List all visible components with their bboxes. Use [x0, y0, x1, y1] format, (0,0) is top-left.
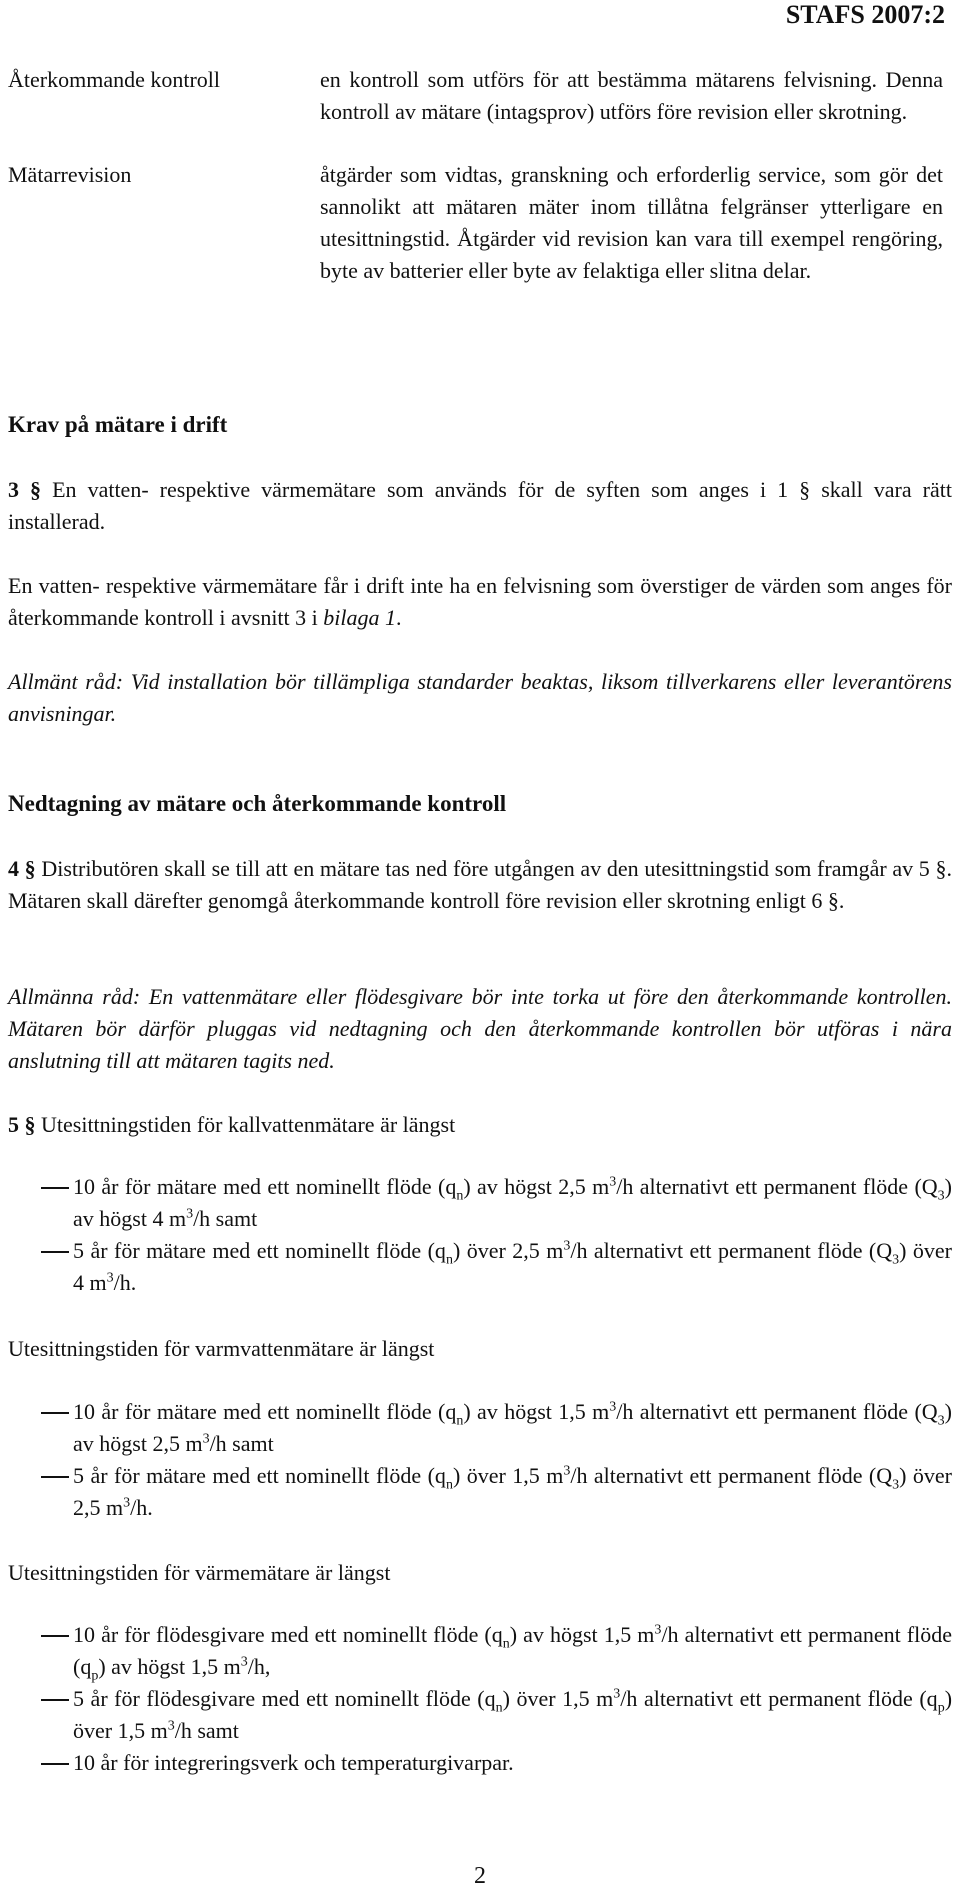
- paragraph-4: [8, 853, 952, 917]
- list-item: [8, 1171, 952, 1235]
- list-item-text: 10 år för flödesgivare med ett nominellt flöde $(q_n)$ av högst 1,5 $m^3/h$ alternativt ett permanent flöde $(q_p)$ av högst 1,5 $m^3/h$,: [73, 1622, 952, 1684]
- advice-installation: Allmänt råd: Vid installation bör tillämpliga standarder beaktas, liksom tillverkarens eller leverantörens anvisningar.: [8, 669, 952, 726]
- dash-marker: [8, 1683, 73, 1747]
- dash-marker: [8, 1747, 73, 1779]
- definition-row: [8, 159, 943, 287]
- paragraph-text: Utesittningstiden för kallvattenmätare är längst: [35, 1112, 456, 1137]
- paragraph-varmvatten-intro: Utesittningstiden för varmvattenmätare är längst: [8, 1336, 435, 1361]
- list-item-text: 5 år för mätare med ett nominellt flöde $(q_n)$ över 1,5 $m^3/h$ alternativt ett permanent flöde $(Q_3)$ över 2,5 $m^3/h$.: [73, 1463, 953, 1520]
- paragraph-text: En vatten- respektive värmemätare får i drift inte ha en felvisning som överstiger de värden som anges för återkommande kontroll i avsnitt 3 i: [8, 573, 952, 630]
- paragraph-felvisning: [8, 570, 952, 634]
- advice-nedtagning: Allmänna råd: En vattenmätare eller flödesgivare bör inte torka ut före den återkommande kontrollen. Mätaren bör därför pluggas vid nedtagning och den återkommande kontrollen bör utföras i nära anslutning till att mätaren tagits ned.: [8, 984, 952, 1073]
- paragraph-3: [8, 474, 952, 538]
- paragraph-text: En vatten- respektive värmemätare som används för de syften som anges i 1 § skall vara rätt installerad.: [8, 477, 952, 534]
- dash-marker: [8, 1460, 73, 1524]
- definition-term: Återkommande kontroll: [8, 67, 221, 92]
- definition-term: Mätarrevision: [8, 162, 132, 187]
- list-item: [8, 1683, 952, 1747]
- dash-marker: [8, 1396, 73, 1460]
- bilaga-reference: bilaga 1: [323, 605, 397, 630]
- dash-marker: [8, 1171, 73, 1235]
- list-item: [8, 1396, 952, 1460]
- section-heading-krav: Krav på mätare i drift: [8, 412, 228, 437]
- definition-list: [8, 64, 943, 318]
- list-item: [8, 1235, 952, 1299]
- definition-description: åtgärder som vidtas, granskning och erforderlig service, som gör det sannolikt att mätaren mäter inom tillåtna felgränser ytterligare en utesittningstid. Åtgärder vid revision kan vara till exempel rengöring, byte av batterier eller byte av felaktiga eller slitna delar.: [320, 162, 943, 283]
- list-item-text: 10 år för mätare med ett nominellt flöde $(q_n)$ av högst 2,5 $m^3/h$ alternativt ett permanent flöde $(Q_3)$ av högst 4 $m^3/h$ samt: [73, 1174, 952, 1231]
- list-item-text: 10 år för mätare med ett nominellt flöde $(q_n)$ av högst 1,5 $m^3/h$ alternativt ett permanent flöde $(Q_3)$ av högst 2,5 $m^3/h$ samt: [73, 1399, 952, 1456]
- list-item-text: 5 år för flödesgivare med ett nominellt flöde $(q_n)$ över 1,5 $m^3/h$ alternativt ett permanent flöde $(q_p)$ över 1,5 $m^3/h$ samt: [73, 1686, 953, 1743]
- paragraph-text: Distributören skall se till att en mätare tas ned före utgången av den utesittningstid som framgår av 5 §. Mätaren skall därefter genomgå återkommande kontroll före revision eller skrotning enligt 6 §.: [8, 856, 952, 913]
- list-item: [8, 1747, 952, 1779]
- list-varmemätare: [8, 1619, 952, 1779]
- section-heading-nedtagning: Nedtagning av mätare och återkommande kontroll: [8, 791, 507, 816]
- paragraph-end: .: [396, 605, 402, 630]
- paragraph-5: [8, 1109, 952, 1141]
- dash-marker: [8, 1619, 73, 1683]
- list-item-text: 10 år för integreringsverk och temperaturgivarpar.: [73, 1750, 514, 1775]
- list-kallvatten: [8, 1171, 952, 1299]
- paragraph-varmemätare-intro: Utesittningstiden för värmemätare är längst: [8, 1560, 391, 1585]
- definition-description: en kontroll som utförs för att bestämma mätarens felvisning. Denna kontroll av mätare (intagsprov) utförs före revision eller skrotning.: [320, 67, 943, 124]
- document-header: STAFS 2007:2: [785, 0, 945, 29]
- dash-marker: [8, 1235, 73, 1299]
- section-number: 4 §: [8, 856, 36, 881]
- section-number: 5 §: [8, 1112, 36, 1137]
- definition-row: [8, 64, 943, 128]
- list-item: [8, 1460, 952, 1524]
- list-item: [8, 1619, 952, 1683]
- list-item-text: 5 år för mätare med ett nominellt flöde $(q_n)$ över 2,5 $m^3/h$ alternativt ett permanent flöde $(Q_3)$ över 4 $m^3/h$.: [73, 1238, 953, 1295]
- list-varmvatten: [8, 1396, 952, 1524]
- page-number: 2: [474, 1863, 486, 1889]
- section-number: 3 §: [8, 477, 42, 502]
